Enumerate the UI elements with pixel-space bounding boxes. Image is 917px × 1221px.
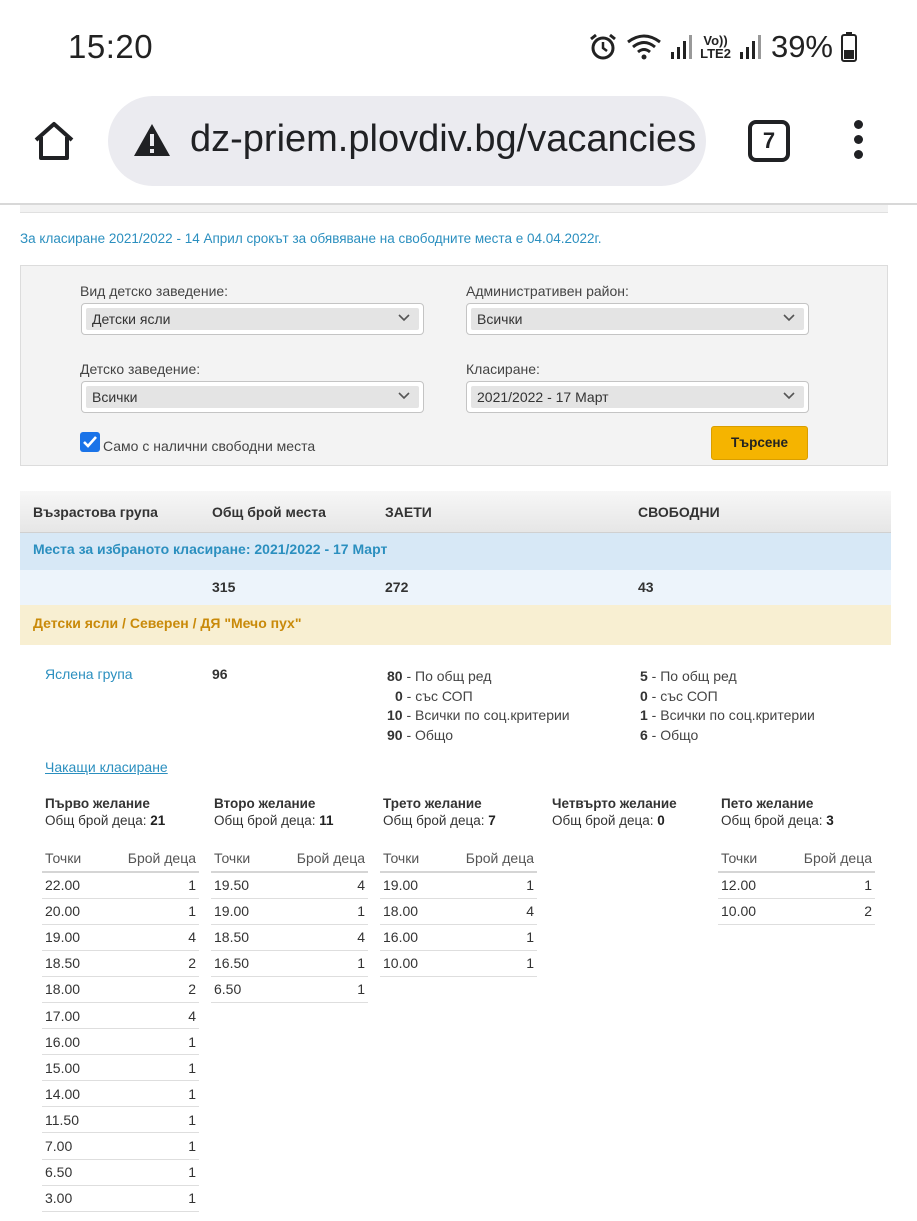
ranking-select[interactable]: 2021/2022 - 17 Март — [466, 381, 809, 413]
group-name: Яслена група — [45, 666, 133, 682]
group-total: 96 — [212, 666, 228, 682]
search-button[interactable]: Търсене — [711, 426, 808, 460]
col-points: Точки — [380, 846, 437, 872]
points-table — [718, 846, 875, 925]
type-select[interactable]: Детски ясли — [81, 303, 424, 335]
table-row — [42, 1159, 199, 1185]
ranking-label: Класиране: — [466, 361, 540, 377]
detail-line: 0 - със СОП — [395, 687, 473, 704]
table-row — [42, 898, 199, 924]
points-table-header — [211, 846, 368, 872]
filter-panel — [20, 265, 888, 466]
total-places: 315 — [212, 579, 236, 595]
points-cell: 11.50 — [42, 1107, 99, 1133]
wish-count: Общ брой деца: 7 — [383, 813, 496, 828]
wish-title: Първо желание — [45, 796, 150, 811]
table-row — [42, 924, 199, 950]
children-cell: 1 — [99, 1055, 199, 1081]
points-cell: 17.00 — [42, 1002, 99, 1028]
header-free: СВОБОДНИ — [638, 504, 720, 520]
wifi-icon — [626, 32, 662, 62]
district-select[interactable]: Всички — [466, 303, 809, 335]
points-cell: 14.00 — [42, 1081, 99, 1107]
points-cell: 15.00 — [42, 1055, 99, 1081]
points-cell: 6.50 — [42, 1159, 99, 1185]
district-label: Административен район: — [466, 283, 629, 299]
table-row — [380, 872, 537, 898]
points-cell: 19.00 — [380, 872, 437, 898]
children-cell: 1 — [268, 950, 368, 976]
table-row — [42, 872, 199, 898]
address-bar[interactable] — [108, 96, 706, 186]
warning-icon[interactable] — [132, 122, 172, 158]
taken-details — [387, 667, 570, 746]
institution-label: Детско заведение: — [80, 361, 201, 377]
points-cell: 18.50 — [42, 950, 99, 976]
detail-line: 80 - По общ ред — [387, 668, 492, 684]
children-cell: 1 — [99, 1133, 199, 1159]
signal-icon — [739, 34, 761, 60]
points-cell: 10.00 — [718, 898, 775, 924]
status-bar — [0, 0, 917, 92]
points-table — [211, 846, 368, 1003]
header-taken: ЗАЕТИ — [385, 504, 432, 520]
selected-ranking-row: Места за избраното класиране: 2021/2022 - 17 Март — [20, 533, 891, 570]
table-row — [42, 1029, 199, 1055]
points-cell: 16.50 — [211, 950, 268, 976]
children-cell: 2 — [775, 898, 875, 924]
children-cell: 4 — [99, 1002, 199, 1028]
children-cell: 4 — [99, 924, 199, 950]
children-cell: 1 — [437, 924, 537, 950]
points-table-header — [42, 846, 199, 872]
chevron-down-icon — [397, 388, 411, 402]
children-cell: 2 — [99, 950, 199, 976]
children-cell: 4 — [437, 898, 537, 924]
alarm-icon — [588, 32, 618, 62]
wish-count: Общ брой деца: 11 — [214, 813, 334, 828]
status-icons — [588, 27, 857, 67]
battery-icon — [841, 32, 857, 62]
only-free-checkbox[interactable] — [80, 432, 100, 452]
url-text[interactable]: dz-priem.plovdiv.bg/vacancies — [190, 118, 697, 160]
table-row — [42, 1002, 199, 1028]
checkmark-icon — [80, 432, 100, 452]
points-cell: 7.00 — [42, 1133, 99, 1159]
table-row — [211, 924, 368, 950]
wish-count: Общ брой деца: 3 — [721, 813, 834, 828]
points-cell: 12.00 — [718, 872, 775, 898]
detail-line: 6 - Общо — [640, 727, 699, 744]
wish-block — [383, 796, 543, 828]
table-row — [380, 950, 537, 976]
children-cell: 4 — [268, 924, 368, 950]
home-icon[interactable] — [30, 118, 78, 166]
header-total: Общ брой места — [212, 504, 326, 520]
points-cell: 19.00 — [42, 924, 99, 950]
signal-icon — [670, 34, 692, 60]
children-cell: 1 — [268, 976, 368, 1002]
table-row — [718, 898, 875, 924]
points-table-header — [380, 846, 537, 872]
col-children: Брой деца — [437, 846, 537, 872]
points-cell: 6.50 — [211, 976, 268, 1002]
type-label: Вид детско заведение: — [80, 283, 229, 299]
free-details — [640, 667, 815, 746]
total-free: 43 — [638, 579, 654, 595]
points-cell: 3.00 — [42, 1185, 99, 1211]
points-cell: 22.00 — [42, 872, 99, 898]
col-points: Точки — [42, 846, 99, 872]
table-row — [42, 1055, 199, 1081]
points-cell: 18.00 — [380, 898, 437, 924]
wish-block — [45, 796, 205, 828]
chevron-down-icon — [782, 310, 796, 324]
table-row — [42, 1185, 199, 1211]
table-row — [380, 924, 537, 950]
browser-toolbar — [0, 92, 917, 204]
points-cell: 19.50 — [211, 872, 268, 898]
children-cell: 4 — [268, 872, 368, 898]
table-row — [42, 976, 199, 1002]
tabs-icon[interactable]: 7 — [748, 120, 790, 162]
table-row — [211, 950, 368, 976]
header-age-group: Възрастова група — [33, 504, 158, 520]
children-cell: 1 — [99, 898, 199, 924]
points-cell: 18.00 — [42, 976, 99, 1002]
table-row — [42, 1107, 199, 1133]
waiting-ranking-link[interactable]: Чакащи класиране — [45, 759, 168, 775]
total-taken: 272 — [385, 579, 409, 595]
detail-line: 1 - Всички по соц.критерии — [640, 707, 815, 724]
table-row — [718, 872, 875, 898]
points-table — [380, 846, 537, 977]
results-header — [20, 491, 891, 533]
wish-block — [552, 796, 712, 828]
points-cell: 18.50 — [211, 924, 268, 950]
menu-icon[interactable] — [848, 120, 868, 162]
table-row — [42, 1133, 199, 1159]
points-table-header — [718, 846, 875, 872]
table-row — [211, 898, 368, 924]
col-children: Брой деца — [775, 846, 875, 872]
status-time: 15:20 — [68, 28, 154, 65]
col-points: Точки — [718, 846, 775, 872]
points-cell: 16.00 — [380, 924, 437, 950]
col-children: Брой деца — [268, 846, 368, 872]
points-cell: 10.00 — [380, 950, 437, 976]
detail-line: 90 - Общо — [387, 727, 454, 744]
institution-select[interactable]: Всички — [81, 381, 424, 413]
table-row — [42, 950, 199, 976]
battery-percent: 39% — [770, 29, 833, 64]
chevron-down-icon — [782, 388, 796, 402]
children-cell: 2 — [99, 976, 199, 1002]
table-row — [211, 976, 368, 1002]
children-cell: 1 — [437, 950, 537, 976]
children-cell: 1 — [775, 872, 875, 898]
children-cell: 1 — [99, 1107, 199, 1133]
wish-title: Четвърто желание — [552, 796, 677, 811]
detail-line: 10 - Всички по соц.критерии — [387, 707, 570, 724]
wish-block — [721, 796, 881, 828]
children-cell: 1 — [99, 872, 199, 898]
children-cell: 1 — [99, 1159, 199, 1185]
totals-row — [20, 570, 891, 605]
children-cell: 1 — [437, 872, 537, 898]
table-row — [380, 898, 537, 924]
points-cell: 19.00 — [211, 898, 268, 924]
only-free-label[interactable]: Само с налични свободни места — [103, 438, 316, 454]
wish-title: Трето желание — [383, 796, 482, 811]
table-row — [42, 1081, 199, 1107]
wish-count: Общ брой деца: 0 — [552, 813, 665, 828]
points-table — [42, 846, 199, 1212]
children-cell: 1 — [99, 1185, 199, 1211]
volte-icon: Vo)) LTE2 — [700, 33, 731, 61]
table-row — [211, 872, 368, 898]
children-cell: 1 — [268, 898, 368, 924]
wish-block — [214, 796, 374, 828]
points-cell: 16.00 — [42, 1029, 99, 1055]
detail-line: 5 - По общ ред — [640, 668, 737, 684]
col-points: Точки — [211, 846, 268, 872]
col-children: Брой деца — [99, 846, 199, 872]
nav-strip — [20, 205, 888, 213]
institution-row: Детски ясли / Северен / ДЯ "Мечо пух" — [20, 605, 891, 645]
wish-count: Общ брой деца: 21 — [45, 813, 166, 828]
children-cell: 1 — [99, 1081, 199, 1107]
detail-line: 0 - със СОП — [640, 687, 718, 704]
wish-title: Пето желание — [721, 796, 814, 811]
chevron-down-icon — [397, 310, 411, 324]
points-cell: 20.00 — [42, 898, 99, 924]
children-cell: 1 — [99, 1029, 199, 1055]
wish-title: Второ желание — [214, 796, 316, 811]
notice-text: За класиране 2021/2022 - 14 Април срокът за обявяване на свободните места е 04.04.2022г. — [20, 231, 602, 246]
